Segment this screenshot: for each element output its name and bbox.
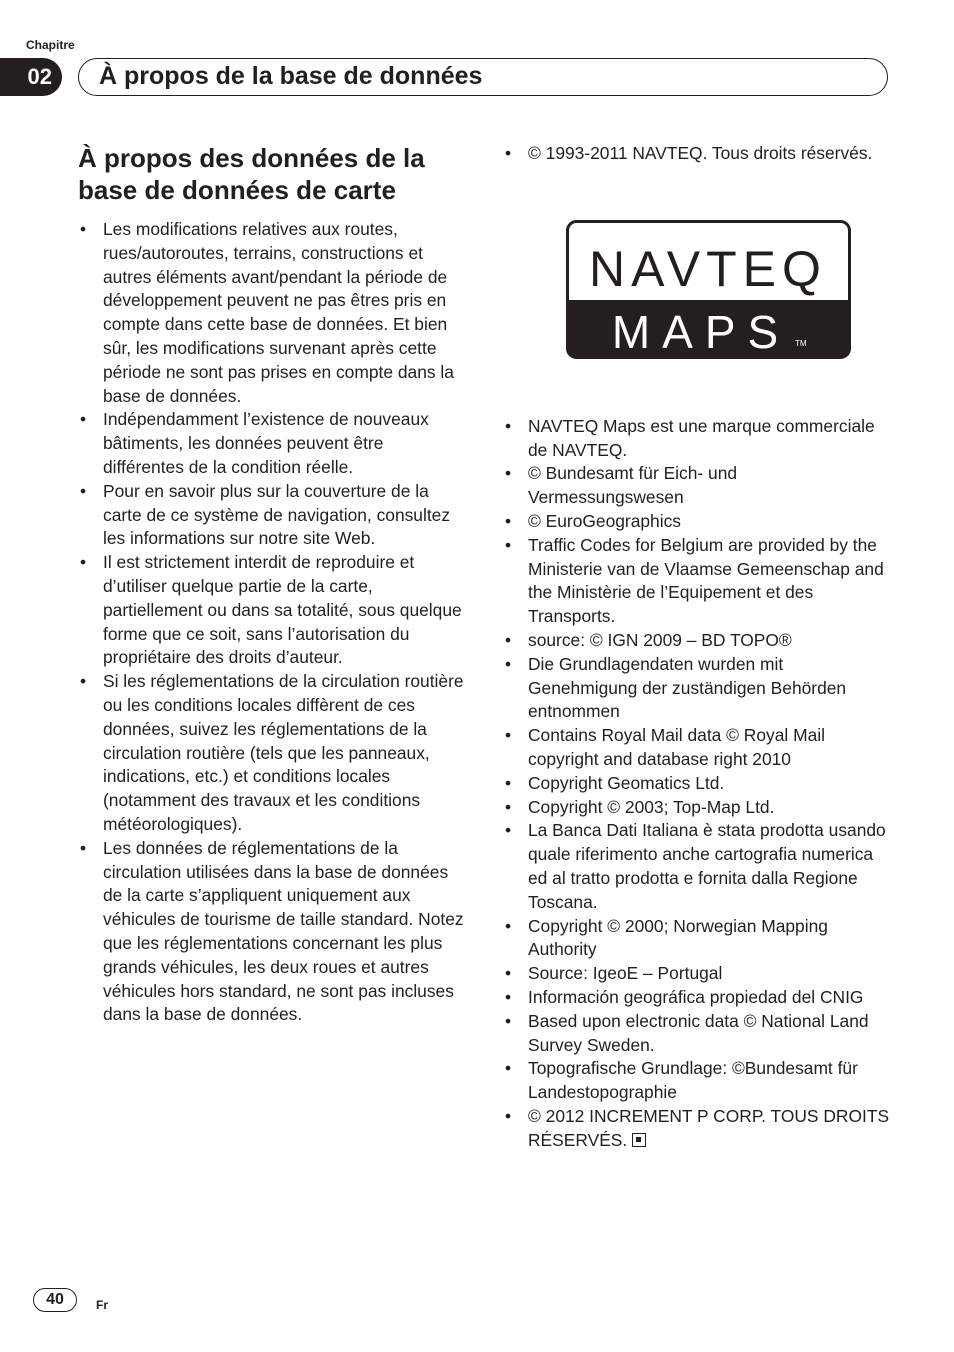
list-item: • Die Grundlagendaten wurden mit Genehmigung der zuständigen Behörden entnommen <box>503 653 895 724</box>
list-item-last <box>503 1105 895 1153</box>
right-top-bullet-list <box>503 142 895 166</box>
page-number: 40 <box>33 1288 77 1312</box>
list-item: • Copyright © 2003; Top-Map Ltd. <box>503 796 895 820</box>
chapter-number-badge: 02 <box>0 58 62 96</box>
list-item: • Source: IgeoE – Portugal <box>503 962 895 986</box>
logo-trademark: TM <box>795 338 807 348</box>
list-item: • source: © IGN 2009 – BD TOPO® <box>503 629 895 653</box>
left-column <box>78 142 466 1027</box>
list-item: • Topografische Grundlage: ©Bundesamt für Landestopographie <box>503 1057 895 1105</box>
list-item: • NAVTEQ Maps est une marque commerciale de NAVTEQ. <box>503 415 895 463</box>
navteq-maps-logo <box>566 220 851 359</box>
left-bullet-list <box>78 218 466 1027</box>
list-item: • La Banca Dati Italiana è stata prodotta usando quale riferimento anche cartografia numerica ed al tratto prodotta e fornita dalla Regione Toscana. <box>503 819 895 914</box>
right-column <box>503 142 895 1153</box>
right-bullet-list <box>503 415 895 1153</box>
list-item: • Based upon electronic data © National Land Survey Sweden. <box>503 1010 895 1058</box>
list-item: • © 1993-2011 NAVTEQ. Tous droits réservés. <box>503 142 895 166</box>
chapter-label: Chapitre <box>26 38 75 52</box>
list-item: • Contains Royal Mail data © Royal Mail copyright and database right 2010 <box>503 724 895 772</box>
end-of-section-icon <box>632 1133 646 1147</box>
logo-top-text: NAVTEQ <box>589 240 827 297</box>
chapter-title: À propos de la base de données <box>99 62 483 90</box>
list-item: • Les données de réglementations de la circulation utilisées dans la base de données de la carte s’appliquent uniquement aux véhicules de tourisme de taille standard. Notez que les réglementations concernant les plus grands véhicules, les deux roues et autres véhicules hors standard, ne sont pas incluses dans la base de données. <box>78 837 466 1027</box>
list-item: • © EuroGeographics <box>503 510 895 534</box>
list-item: • Traffic Codes for Belgium are provided by the Ministerie van de Vlaamse Gemeenschap and the Ministèrie de l’Equipement et des Transports. <box>503 534 895 629</box>
list-item: • © Bundesamt für Eich- und Vermessungswesen <box>503 462 895 510</box>
last-bullet-text: © 2012 INCREMENT P CORP. TOUS DROITS RÉSERVÉS. <box>528 1105 890 1150</box>
list-item: • Les modifications relatives aux routes, rues/autoroutes, terrains, constructions et autres éléments avant/pendant la période de développement peuvent ne pas êtres pris en compte dans cette base de données. Et bien sûr, les modifications survenant après cette période ne sont pas prises en compte dans la base de données. <box>78 218 466 408</box>
list-item: • Si les réglementations de la circulation routière ou les conditions locales diffèrent de ces données, suivez les réglementations de la circulation routière (tels que les panneaux, indications, etc.) et conditions locales (notamment des travaux et les conditions météorologiques). <box>78 670 466 837</box>
list-item: • Pour en savoir plus sur la couverture de la carte de ce système de navigation, consultez les informations sur notre site Web. <box>78 480 466 551</box>
navteq-maps-logo-graphic <box>566 220 851 359</box>
chapter-title-bar <box>78 58 888 96</box>
section-title: À propos des données de la base de données de carte <box>78 143 425 205</box>
language-code: Fr <box>96 1298 108 1312</box>
list-item: • Indépendamment l’existence de nouveaux bâtiments, les données peuvent être différentes de la condition réelle. <box>78 408 466 479</box>
list-item: • Información geográfica propiedad del CNIG <box>503 986 895 1010</box>
list-item: • Copyright © 2000; Norwegian Mapping Authority <box>503 915 895 963</box>
list-item: • Il est strictement interdit de reproduire et d’utiliser quelque partie de la carte, partiellement ou dans sa totalité, sous quelque forme que ce soit, sans l’autorisation du propriétaire des droits d’auteur. <box>78 551 466 670</box>
list-item: • Copyright Geomatics Ltd. <box>503 772 895 796</box>
logo-bottom-text: MAPS <box>611 305 791 358</box>
